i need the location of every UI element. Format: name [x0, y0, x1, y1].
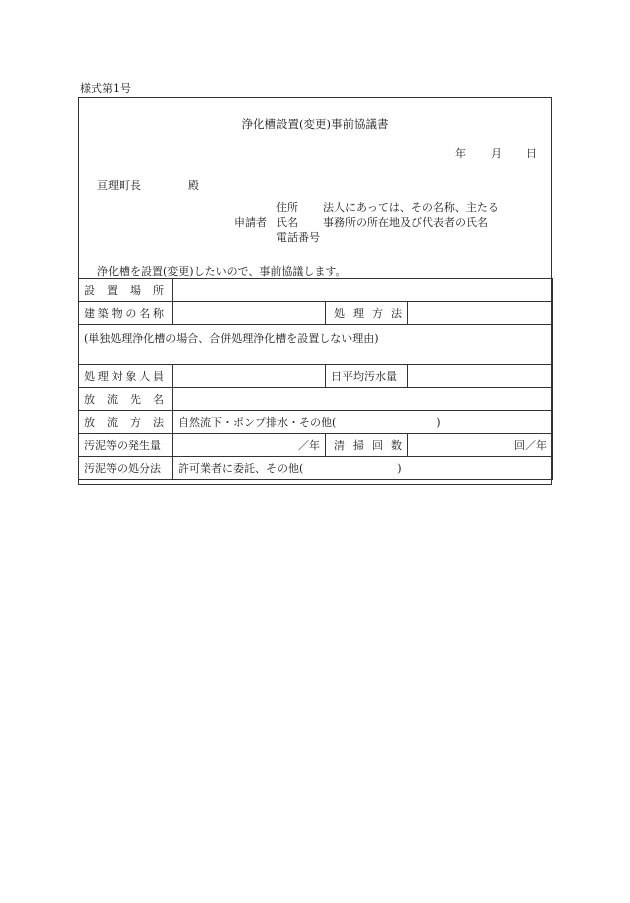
cleaning-count-unit: 回／年 [514, 439, 548, 452]
sludge-amount-field[interactable] [173, 434, 326, 457]
declaration-text: 浄化槽を設置(変更)したいので、事前協議します。 [97, 265, 347, 278]
date-month-label: 月 [491, 147, 502, 160]
daily-wastewater-field[interactable] [408, 365, 553, 388]
sludge-disposal-options: 許可業者に委託、その他( [178, 462, 304, 475]
daily-wastewater-label: 日平均汚水量 [326, 365, 408, 388]
discharge-method-options: 自然流下・ポンプ排水・その他( [178, 416, 337, 429]
discharge-method-field[interactable] [173, 411, 553, 434]
table-row [79, 302, 553, 325]
discharge-destination-field[interactable] [173, 388, 553, 411]
details-table [78, 278, 553, 480]
sludge-disposal-label: 汚泥等の処分法 [79, 457, 173, 480]
applicant-label: 申請者 [234, 216, 267, 229]
table-row [79, 365, 553, 388]
table-row [79, 388, 553, 411]
reason-field[interactable] [79, 325, 553, 365]
cleaning-count-label: 清 掃 回 数 [326, 434, 408, 457]
discharge-destination-label: 放 流 先 名 [79, 388, 173, 411]
form-sheet [78, 97, 552, 485]
building-name-label: 建 築 物 の 名 称 [79, 302, 173, 325]
sludge-amount-label: 汚泥等の発生量 [79, 434, 173, 457]
address-label: 住所 [276, 201, 298, 214]
sludge-amount-unit: ／年 [298, 439, 320, 452]
table-row [79, 434, 553, 457]
sludge-disposal-field[interactable] [173, 457, 553, 480]
date-year-label: 年 [455, 147, 466, 160]
reason-label: (単独処理浄化槽の場合、合併処理浄化槽を設置しない理由) [84, 332, 379, 345]
building-name-field[interactable] [173, 302, 326, 325]
table-row [79, 411, 553, 434]
date-day-label: 日 [526, 147, 537, 160]
applicant-note-line2: 事務所の所在地及び代表者の氏名 [323, 216, 488, 229]
table-row [79, 457, 553, 480]
phone-label: 電話番号 [276, 231, 320, 244]
applicant-note-line1: 法人にあっては、その名称、主たる [323, 201, 499, 214]
table-row [79, 325, 553, 365]
addressee-honorific: 殿 [188, 179, 199, 192]
target-persons-field[interactable] [173, 365, 326, 388]
treatment-method-label: 処 理 方 法 [326, 302, 408, 325]
sludge-disposal-close: ) [397, 462, 402, 475]
treatment-method-field[interactable] [408, 302, 553, 325]
cleaning-count-field[interactable] [408, 434, 553, 457]
discharge-method-close: ) [436, 416, 441, 429]
form-title: 浄化槽設置(変更)事前協議書 [241, 117, 389, 131]
discharge-method-label: 放 流 方 法 [79, 411, 173, 434]
addressee-name: 亘理町長 [97, 179, 141, 192]
form-number: 様式第1号 [80, 82, 131, 95]
table-row [79, 279, 553, 302]
target-persons-label: 処 理 対 象 人 員 [79, 365, 173, 388]
name-label: 氏名 [276, 216, 298, 229]
site-label: 設 置 場 所 [79, 279, 173, 302]
site-field[interactable] [173, 279, 553, 302]
